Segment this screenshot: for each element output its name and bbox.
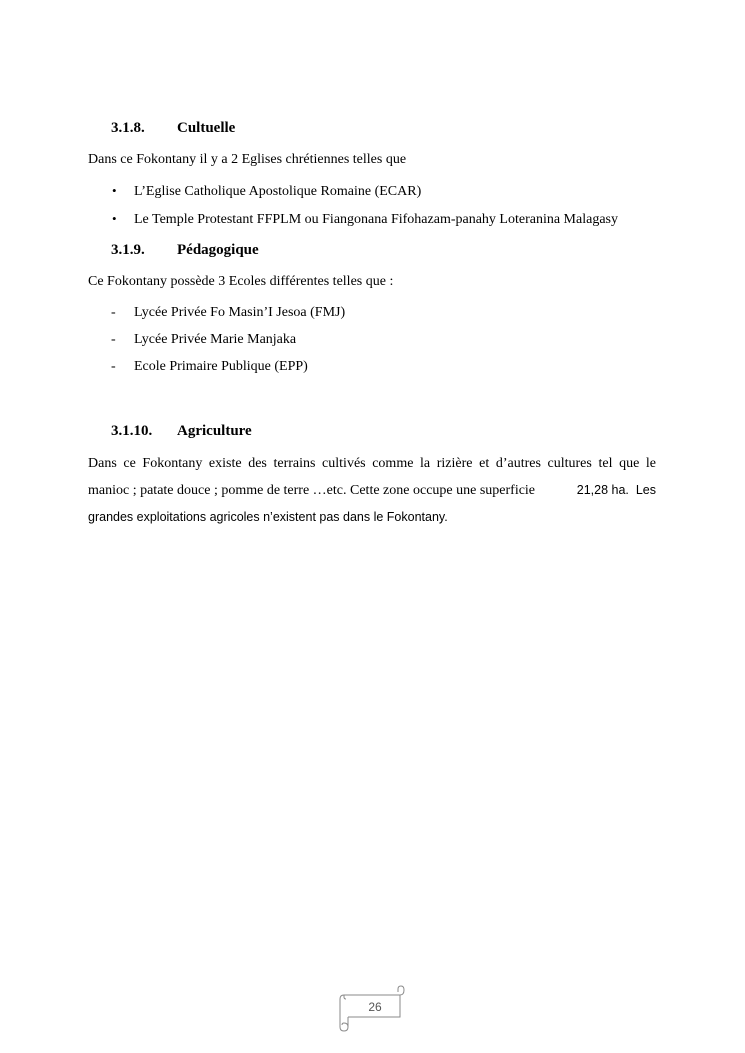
dash-marker: -	[111, 359, 116, 374]
paragraph-line	[88, 483, 656, 499]
section-title: Agriculture	[177, 423, 252, 439]
section-number: 3.1.8.	[111, 120, 145, 136]
paragraph-line: grandes exploitations agricoles n’existent pas dans le Fokontany.	[88, 510, 448, 524]
section-intro: Ce Fokontany possède 3 Ecoles différentes telles que :	[88, 274, 394, 289]
list-item: Lycée Privée Marie Manjaka	[134, 332, 297, 347]
section-number: 3.1.9.	[111, 242, 145, 258]
section-intro: Dans ce Fokontany il y a 2 Eglises chrétiennes telles que	[88, 152, 407, 167]
list-item: L’Eglise Catholique Apostolique Romaine (ECAR)	[134, 184, 422, 199]
paragraph-line: Dans ce Fokontany existe des terrains cultivés comme la rizière et d’autres cultures tel que le	[88, 456, 656, 471]
paragraph-text: 21,28 ha. Les	[576, 483, 656, 497]
page-number: 26	[368, 1000, 382, 1014]
list-item: Lycée Privée Fo Masin’I Jesoa (FMJ)	[134, 305, 346, 320]
list-item: Ecole Primaire Publique (EPP)	[134, 359, 308, 374]
bullet-marker: •	[112, 183, 117, 198]
section-title: Pédagogique	[177, 242, 259, 258]
list-item: Le Temple Protestant FFPLM ou Fiangonana Fifohazam-panahy Loteranina Malagasy	[134, 212, 618, 227]
dash-marker: -	[111, 305, 116, 320]
section-number: 3.1.10.	[111, 423, 153, 439]
section-title: Cultuelle	[177, 120, 236, 136]
paragraph-text: manioc ; patate douce ; pomme de terre …etc. Cette zone occupe une superficie	[88, 483, 536, 498]
bullet-marker: •	[112, 211, 117, 226]
dash-marker: -	[111, 332, 116, 347]
